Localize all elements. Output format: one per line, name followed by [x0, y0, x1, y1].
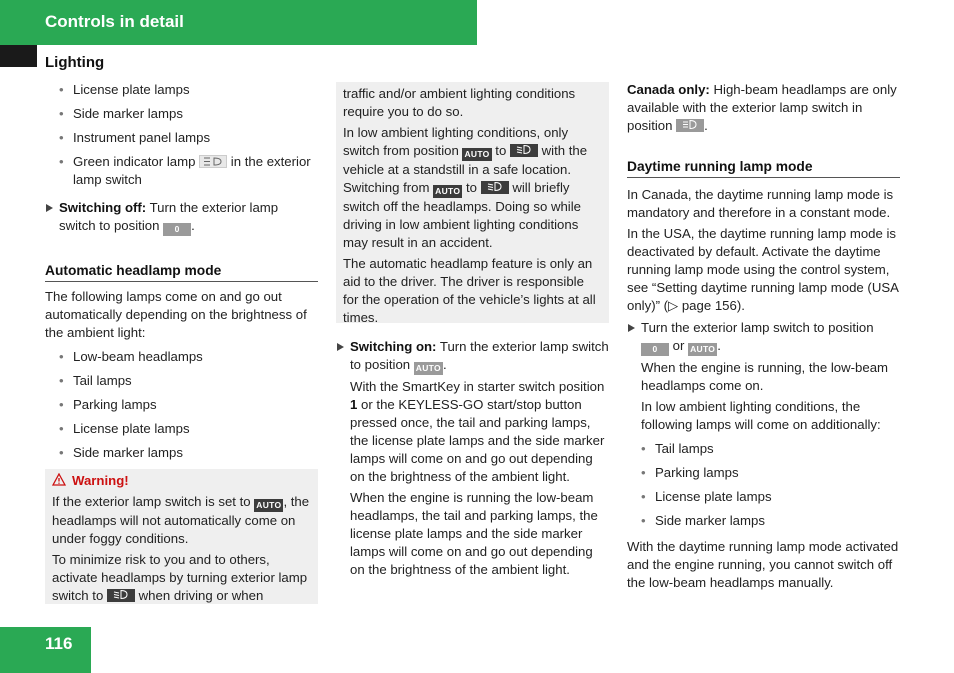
list-item: • Side marker lamps: [59, 444, 318, 462]
page-reference-link[interactable]: ▷ page 156: [668, 298, 737, 313]
list-item: • License plate lamps: [59, 81, 318, 99]
auto-symbol: AUTO: [256, 500, 282, 510]
low-beam-icon: [107, 589, 135, 602]
drl-paragraph: In the USA, the daytime running lamp mode is deactivated by default. Activate the daytime running lamp mode using the control system, see “Setting daytime running lamp mode (USA only)” (▷ page 156).: [627, 226, 899, 313]
auto-symbol: AUTO: [415, 363, 441, 373]
auto-symbol: AUTO: [690, 344, 716, 354]
switch-on-paragraph: With the SmartKey in starter switch position 1 or the KEYLESS-GO start/stop button pressed once, the tail and parking lamps, the license plate lamps and the side marker lamps will come on and go out depending on the brightness of the ambient light.: [350, 379, 605, 484]
warning-paragraph: The automatic headlamp feature is only an aid to the driver. The driver is responsible for the operation of the vehicle’s lights at all times.: [343, 256, 596, 325]
warning-box: [45, 469, 318, 604]
chapter-header-bar: [0, 0, 477, 45]
instruction-switch-off: Switching off: Turn the exterior lamp switch to position 0 .: [45, 199, 318, 236]
warning-paragraph: In low ambient lighting conditions, only switch from position AUTO to with the vehicle at a standstill in a safe location. Switching from AUTO to will briefly switch off the headlamps. Doing so while driving in low ambient lighting conditions may result in an accident.: [343, 125, 588, 250]
list-item: • Side marker lamps: [641, 512, 900, 530]
list-item: • License plate lamps: [641, 488, 900, 506]
position-zero-symbol: 0: [641, 343, 669, 356]
list-item: • Side marker lamps: [59, 105, 318, 123]
drl-paragraph: In Canada, the daytime running lamp mode is mandatory and therefore in a constant mode.: [627, 187, 894, 220]
list-item: • Low-beam headlamps: [59, 348, 318, 366]
warning-box-continued: [336, 82, 609, 323]
auto-headlamp-intro: The following lamps come on and go out automatically depending on the brightness of the ambient light:: [45, 289, 307, 340]
drl-paragraph: In low ambient lighting conditions, the following lamps will come on additionally:: [641, 399, 881, 432]
switch-on-paragraph: When the engine is running the low-beam headlamps, the tail and parking lamps, the license plate lamps and the side marker lamps will come on and go out depending on the brightness of the ambient light.: [350, 490, 598, 577]
auto-headlamp-heading: Automatic headlamp mode: [45, 262, 318, 282]
low-beam-icon: [481, 181, 509, 194]
list-item: • Parking lamps: [59, 396, 318, 414]
warning-paragraph: To minimize risk to you and to others, activate headlamps by turning exterior lamp switch to when driving or when: [52, 552, 308, 603]
page-number-box: [0, 627, 91, 673]
drl-paragraph: When the engine is running, the low-beam headlamps come on.: [641, 360, 889, 393]
list-item: • Instrument panel lamps: [59, 129, 318, 147]
position-zero-symbol: 0: [163, 223, 191, 236]
list-item: • License plate lamps: [59, 420, 318, 438]
section-marker: [0, 45, 37, 67]
warning-title: Warning!: [72, 473, 129, 488]
page-number: 116: [45, 634, 73, 653]
canada-note: Canada only: High-beam headlamps are only available with the exterior lamp switch in position .: [627, 82, 897, 133]
warning-triangle-icon: [52, 473, 66, 486]
auto-symbol: AUTO: [435, 186, 461, 196]
list-item: • Parking lamps: [641, 464, 900, 482]
drl-heading: Daytime running lamp mode: [627, 158, 900, 178]
section-title: Lighting: [45, 54, 105, 71]
chapter-title: Controls in detail: [45, 12, 184, 31]
warning-paragraph: traffic and/or ambient lighting conditions require you to do so.: [343, 86, 576, 119]
low-beam-icon: [510, 144, 538, 157]
high-beam-icon: [676, 119, 704, 132]
daytime-lamp-icon: [199, 155, 227, 168]
drl-instruction: Turn the exterior lamp switch to position 0 or AUTO .: [627, 319, 900, 356]
list-item-green-indicator: • Green indicator lamp in the exterior lamp switch: [59, 153, 318, 189]
list-item: • Tail lamps: [641, 440, 900, 458]
warning-paragraph: If the exterior lamp switch is set to AUTO , the headlamps will not automatically come on under foggy conditions.: [52, 494, 310, 546]
instruction-switch-on: Switching on: Turn the exterior lamp switch to position AUTO .: [336, 338, 609, 375]
drl-final-paragraph: With the daytime running lamp mode activated and the engine running, you cannot switch off the low-beam headlamps manually.: [627, 539, 899, 590]
list-item: • Tail lamps: [59, 372, 318, 390]
auto-symbol: AUTO: [464, 149, 490, 159]
